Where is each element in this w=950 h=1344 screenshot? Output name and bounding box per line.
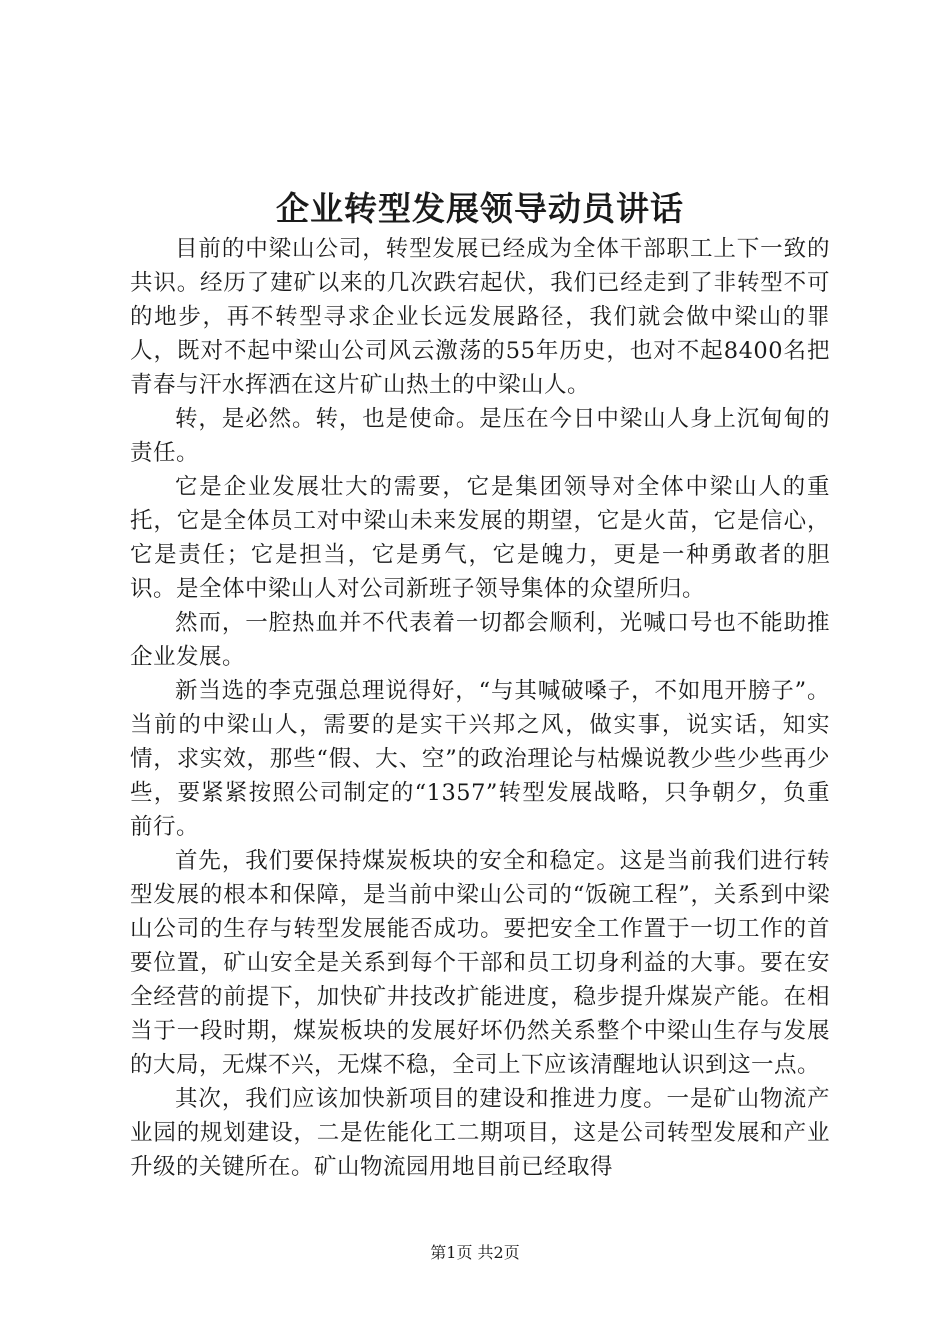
paragraph-7: 其次，我们应该加快新项目的建设和推进力度。一是矿山物流产业园的规划建设，二是佐能化工二期项目，这是公司转型发展和产业升级的关键所在。矿山物流园用地目前已经取得: [130, 1086, 830, 1180]
paragraph-3: 它是企业发展壮大的需要，它是集团领导对全体中梁山人的重托，它是全体员工对中梁山未来发展的期望，它是火苗，它是信心，它是责任；它是担当，它是勇气，它是魄力，更是一种勇敢者的胆识。是全体中梁山人对公司新班子领导集体的众望所归。: [130, 474, 830, 602]
page-footer: 第1页 共2页: [430, 1243, 520, 1262]
paragraph-2: 转，是必然。转，也是使命。是压在今日中梁山人身上沉甸甸的责任。: [130, 406, 830, 466]
document-title: 企业转型发展领导动员讲话: [276, 189, 684, 228]
paragraph-6: 首先，我们要保持煤炭板块的安全和稳定。这是当前我们进行转型发展的根本和保障，是当前中梁山公司的“饭碗工程”，关系到中梁山公司的生存与转型发展能否成功。要把安全工作置于一切工作的首要位置，矿山安全是关系到每个干部和员工切身利益的大事。要在安全经营的前提下，加快矿井技改扩能进度，稳步提升煤炭产能。在相当于一段时期，煤炭板块的发展好坏仍然关系整个中梁山生存与发展的大局，无煤不兴，无煤不稳，全司上下应该清醒地认识到这一点。: [130, 848, 830, 1078]
document-page: [130, 186, 830, 1184]
paragraph-4: 然而，一腔热血并不代表着一切都会顺利，光喊口号也不能助推企业发展。: [130, 610, 830, 670]
paragraph-1: 目前的中梁山公司，转型发展已经成为全体干部职工上下一致的共识。经历了建矿以来的几次跌宕起伏，我们已经走到了非转型不可的地步，再不转型寻求企业长远发展路径，我们就会做中梁山的罪人，既对不起中梁山公司风云激荡的55年历史，也对不起8400名把青春与汗水挥洒在这片矿山热土的中梁山人。: [130, 236, 830, 398]
paragraph-5: 新当选的李克强总理说得好，“与其喊破嗓子，不如甩开膀子”。当前的中梁山人，需要的是实干兴邦之风，做实事，说实话，知实情，求实效，那些“假、大、空”的政治理论与枯燥说教少些少些再少些，要紧紧按照公司制定的“1357”转型发展战略，只争朝夕，负重前行。: [130, 678, 830, 840]
